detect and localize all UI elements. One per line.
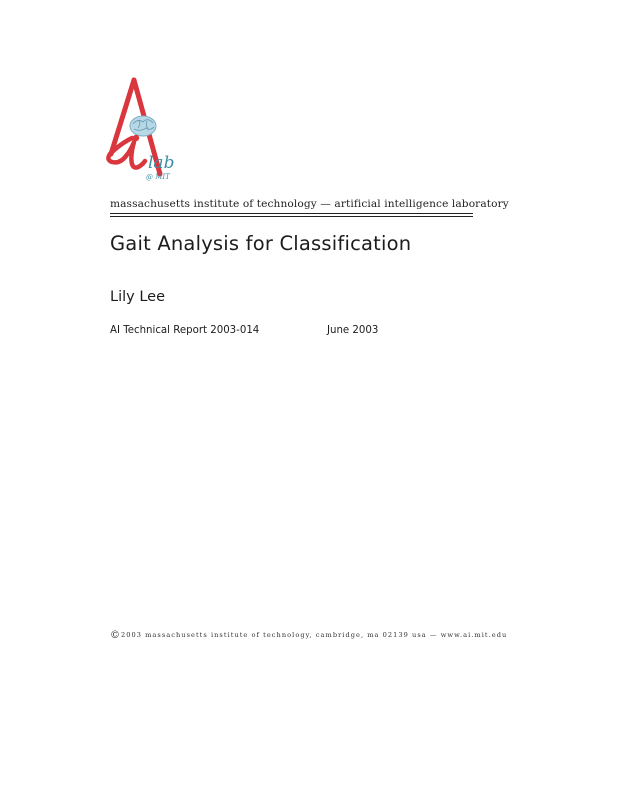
report-title: Gait Analysis for Classification xyxy=(110,232,412,255)
header-rule-bottom xyxy=(110,216,473,217)
header-rule-top xyxy=(110,213,473,214)
copyright-footer xyxy=(110,630,507,641)
report-date: June 2003 xyxy=(327,325,379,336)
author-name: Lily Lee xyxy=(110,289,165,305)
logo-mit-text: @ MIT xyxy=(146,173,170,181)
logo-lab-text: lab xyxy=(148,153,175,173)
report-number: AI Technical Report 2003-014 xyxy=(110,325,260,336)
mit-ai-lab-logo xyxy=(106,76,186,188)
copyright-text: 2003 massachusetts institute of technology, cambridge, ma 02139 usa — www.ai.mit.edu xyxy=(121,631,508,639)
institution-heading: massachusetts institute of technology — artificial intelligence laboratory xyxy=(110,198,509,210)
copyright-symbol: © xyxy=(110,630,120,641)
